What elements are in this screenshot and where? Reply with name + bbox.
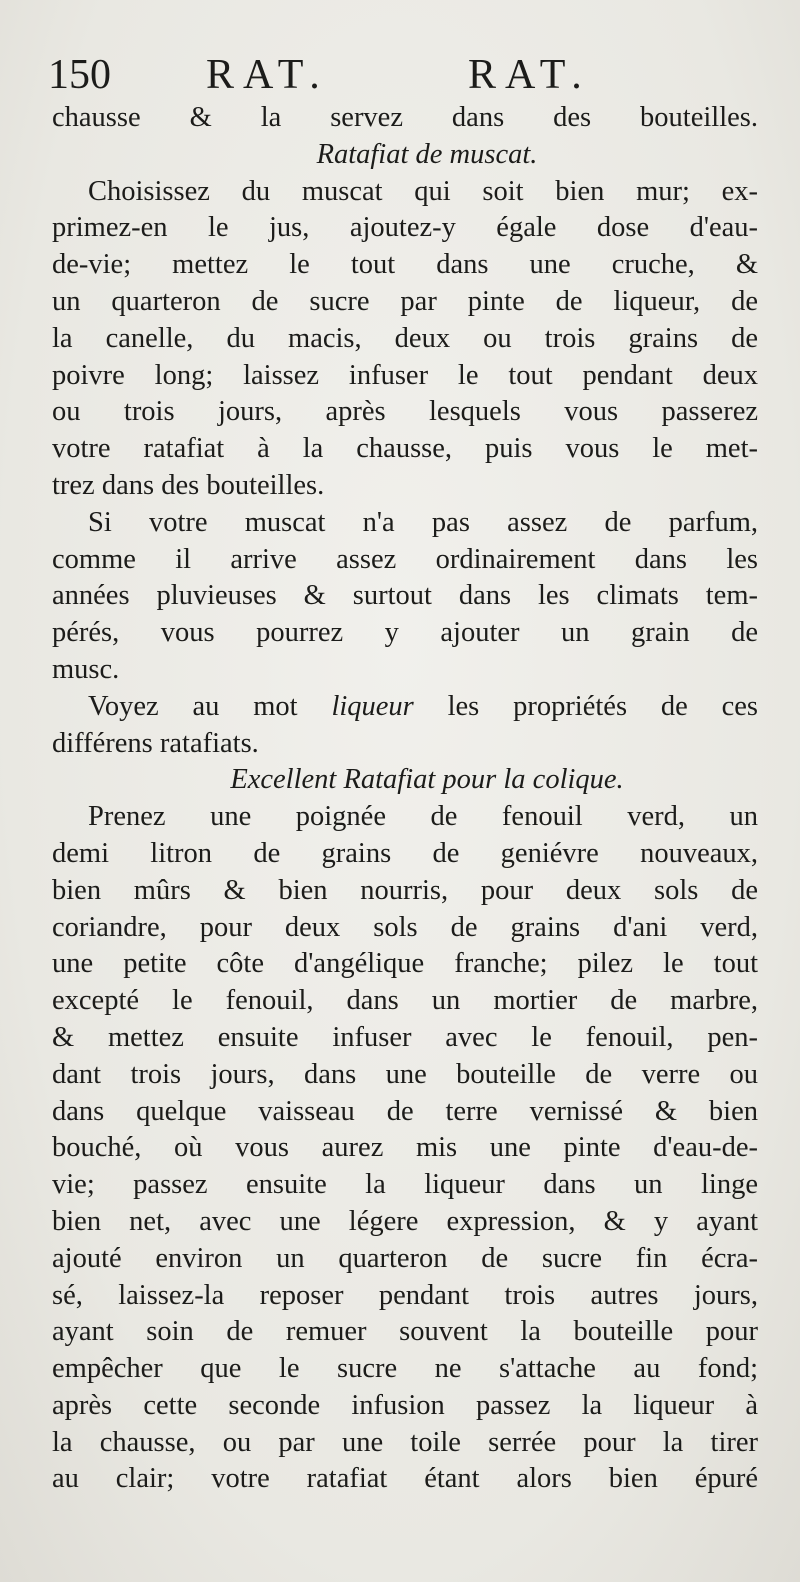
text-fragment: Voyez au mot xyxy=(88,690,332,722)
text-line: une petite côte d'angélique franche; pilez le tout xyxy=(52,948,758,980)
text-line: excepté le fenouil, dans un mortier de marbre, xyxy=(52,985,758,1017)
text-line: après cette seconde infusion passez la liqueur à xyxy=(52,1389,758,1421)
running-head-right: RAT. xyxy=(468,52,591,98)
text-line: dans quelque vaisseau de terre vernissé & bien xyxy=(52,1095,758,1127)
page-number: 150 xyxy=(48,52,111,98)
italic-word: liqueur xyxy=(331,690,414,722)
text-fragment: les propriétés de ces xyxy=(413,690,758,722)
running-head-left: RAT. xyxy=(206,52,329,98)
text-line: ajouté environ un quarteron de sucre fin écra- xyxy=(52,1242,758,1274)
text-line: sé, laissez-la reposer pendant trois autres jours, xyxy=(52,1279,758,1311)
text-line: au clair; votre ratafiat étant alors bien épuré xyxy=(52,1463,758,1495)
text-line: poivre long; laissez infuser le tout pendant deux xyxy=(52,359,758,391)
text-line: pérés, vous pourrez y ajouter un grain de xyxy=(52,617,758,649)
text-line: la canelle, du macis, deux ou trois grains de xyxy=(52,322,758,354)
section-heading: Excellent Ratafiat pour la colique. xyxy=(230,764,624,796)
text-line: trez dans des bouteilles. xyxy=(52,469,325,501)
text-line: coriandre, pour deux sols de grains d'ani verd, xyxy=(52,911,758,943)
text-line: & mettez ensuite infuser avec le fenouil, pen- xyxy=(52,1021,758,1053)
text-line: empêcher que le sucre ne s'attache au fond; xyxy=(52,1353,758,1385)
text-line: Si votre muscat n'a pas assez de parfum, xyxy=(88,506,758,538)
text-line: demi litron de grains de geniévre nouveaux, xyxy=(52,837,758,869)
text-line: ou trois jours, après lesquels vous passerez xyxy=(52,396,758,428)
text-line: années pluvieuses & surtout dans les climats tem- xyxy=(52,580,758,612)
text-line: dant trois jours, dans une bouteille de verre ou xyxy=(52,1058,758,1090)
text-line: un quarteron de sucre par pinte de liqueur, de xyxy=(52,285,758,317)
text-line: bien mûrs & bien nourris, pour deux sols de xyxy=(52,874,758,906)
text-line: vie; passez ensuite la liqueur dans un linge xyxy=(52,1169,758,1201)
text-line: bouché, où vous aurez mis une pinte d'eau-de- xyxy=(52,1132,758,1164)
text-line: Prenez une poignée de fenouil verd, un xyxy=(88,801,758,833)
text-line: bien net, avec une légere expression, & y ayant xyxy=(52,1205,758,1237)
text-line: ayant soin de remuer souvent la bouteille pour xyxy=(52,1316,758,1348)
text-line: votre ratafiat à la chausse, puis vous le met- xyxy=(52,433,758,465)
body-text xyxy=(52,100,758,1498)
page-header xyxy=(48,50,768,100)
text-line: de-vie; mettez le tout dans une cruche, & xyxy=(52,249,758,281)
text-line: musc. xyxy=(52,653,120,685)
text-line: chausse & la servez dans des bouteilles. xyxy=(52,102,758,133)
text-line: différens ratafiats. xyxy=(52,727,259,759)
text-line: primez-en le jus, ajoutez-y égale dose d'eau- xyxy=(52,212,758,244)
text-line: la chausse, ou par une toile serrée pour la tirer xyxy=(52,1426,758,1458)
text-line-with-italic xyxy=(52,689,758,726)
text-line: comme il arrive assez ordinairement dans les xyxy=(52,543,758,575)
text-line: Choisissez du muscat qui soit bien mur; ex- xyxy=(88,175,758,207)
section-heading: Ratafiat de muscat. xyxy=(316,138,538,170)
